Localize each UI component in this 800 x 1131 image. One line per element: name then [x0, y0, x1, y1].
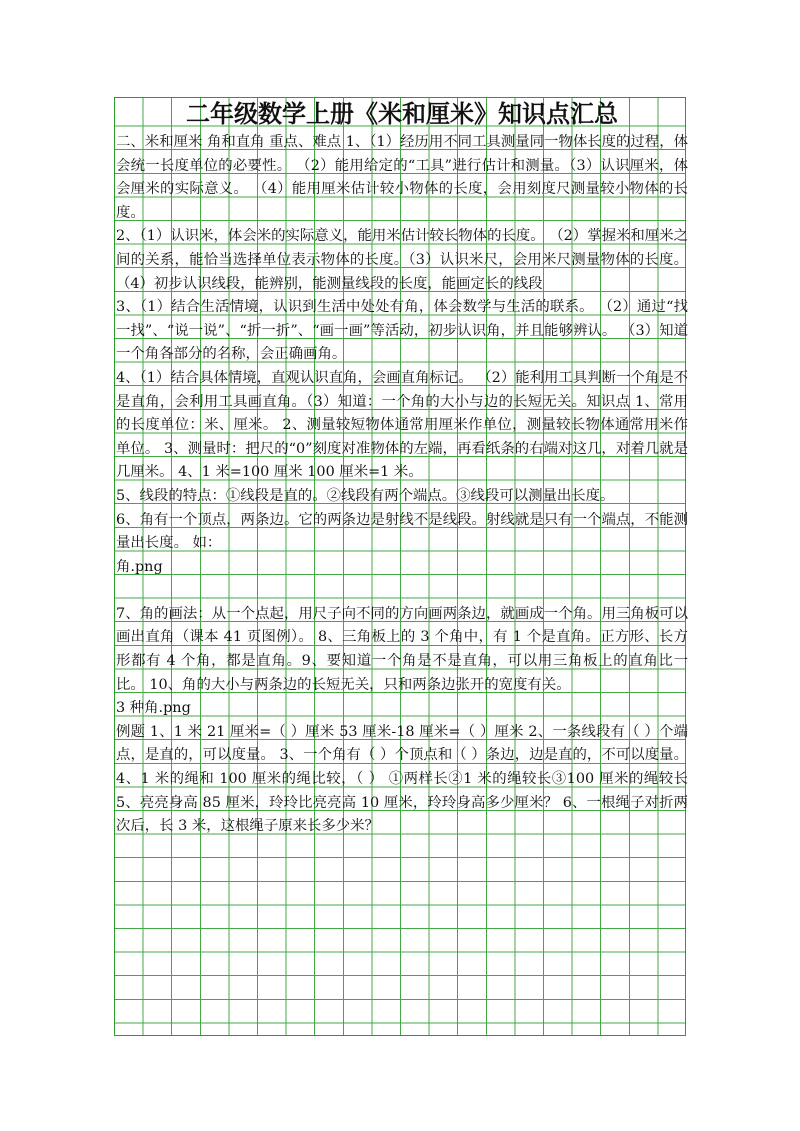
- paragraph-key-points-1: 二、米和厘米 角和直角 重点、难点 1、（1）经历用不同工具测量同一物体长度的过程，体会统一长度单位的必要性。 （2）能用给定的“工具”进行估计和测量。（3）认识厘米，体会厘米的实际意义。 （4）能用厘米估计较小物体的长度，会用刻度尺测量较小物体的长度。: [116, 134, 688, 221]
- image-placeholder-angle: 角.png: [116, 558, 163, 575]
- image-placeholder-three-angles: 3 种角.png: [116, 700, 191, 717]
- paragraph-key-points-4: 4、（1）结合具体情境，直观认识直角，会画直角标记。 （2）能利用工具判断一个角是不是直角，会利用工具画直角。（3）知道：一个角的大小与边的长短无关。知识点 1、常用的长度单位：米、厘米。 2、测量较短物体通常用厘米作单位，测量较长物体通常用米作单位。 3、测量时：把尺的“0”刻度对准物体的左端，再看纸条的右端对这几，对着几就是几厘米。 4、1 米=100 厘米 100 厘米=1 米。: [116, 369, 688, 481]
- paragraph-examples: 例题 1、1 米 21 厘米=（ ）厘米 53 厘米-18 厘米=（ ）厘米 2、一条线段有（ ）个端点，是直的，可以度量。 3、一个角有（ ）个顶点和（ ）条边，边是直的，不可以度量。 4、1 米的绳和 100 厘米的绳比较，（ ） ①两样长②1 米的绳较长③100 厘米的绳较长 5、亮亮身高 85 厘米，玲玲比亮亮高 10 厘米，玲玲身高多少厘米？ 6、一根绳子对折两次后，长 3 米，这根绳子原来长多少米？: [116, 723, 688, 835]
- document-title: 二年级数学上册《米和厘米》知识点汇总: [186, 100, 618, 128]
- paragraph-angle-definition: 6、角有一个顶点，两条边。它的两条边是射线不是线段。射线就是只有一个端点，不能测量出长度。 如：: [116, 511, 688, 552]
- blank-line: [116, 579, 688, 603]
- document-body: [116, 97, 688, 839]
- paragraph-key-points-3: 3、（1）结合生活情境，认识到生活中处处有角，体会数学与生活的联系。 （2）通过“找一找”、“说一说”、“折一折”、“画一画”等活动，初步认识角，并且能够辨认。 （3）知道一个角各部分的名称，会正确画角。: [116, 299, 688, 363]
- paragraph-key-points-2: 2、（1）认识米，体会米的实际意义，能用米估计较长物体的长度。 （2）掌握米和厘米之间的关系，能恰当选择单位表示物体的长度。（3）认识米尺，会用米尺测量物体的长度。（4）初步认识线段，能辨别，能测量线段的长度，能画定长的线段: [116, 228, 688, 292]
- paragraph-segment-features: 5、线段的特点：①线段是直的。②线段有两个端点。③线段可以测量出长度。: [116, 487, 615, 504]
- paragraph-drawing-angles: 7、角的画法：从一个点起，用尺子向不同的方向画两条边，就画成一个角。用三角板可以画出直角（课本 41 页图例）。 8、三角板上的 3 个角中，有 1 个是直角。正方形、长方形都有 4 个角，都是直角。9、要知道一个角是不是直角，可以用三角板上的直角比一比。 10、角的大小与两条边的长短无关，只和两条边张开的宽度有关。: [116, 605, 688, 693]
